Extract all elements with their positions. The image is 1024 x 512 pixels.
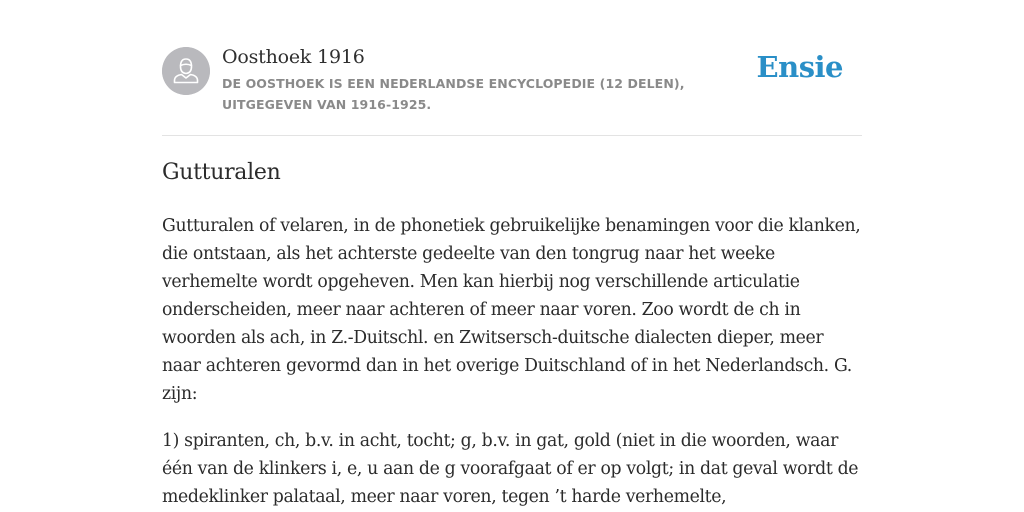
source-title[interactable]: Oosthoek 1916 [222,46,365,68]
source-header [162,0,862,136]
user-silhouette-icon[interactable] [162,47,210,95]
article-title: Gutturalen [162,160,281,185]
article-paragraph: 1) spiranten, ch, b.v. in acht, tocht; g, b.v. in gat, gold (niet in die woorden, waar één van de klinkers i, e, u aan de g voorafgaat of er op volgt; in dat geval wordt de medeklinker palataal, meer naar voren, tegen ’t harde verhemelte, [162,431,859,507]
brand-logo[interactable]: Ensie [756,50,843,84]
page-container [162,0,862,507]
article-body [162,212,862,512]
article-paragraph: Gutturalen of velaren, in de phonetiek gebruikelijke benamingen voor die klanken, die ontstaan, als het achterste gedeelte van den tongrug naar het weeke verhemelte wordt opgeheven. Men kan hierbij nog verschillende articulatie onderscheiden, meer naar achteren of meer naar voren. Zoo wordt de ch in woorden als ach, in Z.-Duitschl. en Zwitsersch-duitsche dialecten dieper, meer naar achteren gevormd dan in het overige Duitschland of in het Nederlandsch. G. zijn: [162,216,861,404]
source-description: DE OOSTHOEK IS EEN NEDERLANDSE ENCYCLOPEDIE (12 DELEN), UITGEGEVEN VAN 1916-1925. [222,76,685,112]
